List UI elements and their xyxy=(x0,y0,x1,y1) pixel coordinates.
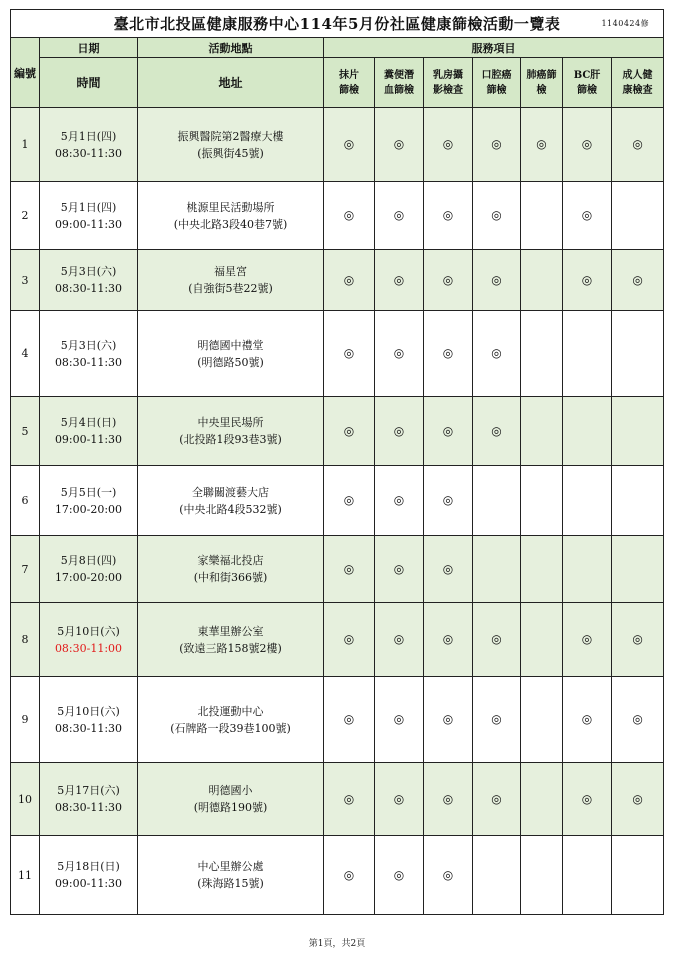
event-address: (致遠三路158號2樓) xyxy=(179,641,282,655)
event-place: 明德國小 xyxy=(208,784,253,797)
service-cell xyxy=(521,536,563,603)
date-time-cell xyxy=(40,397,138,466)
row-number: 7 xyxy=(11,536,40,603)
service-cell xyxy=(375,182,424,250)
service-available-mark: ◎ xyxy=(343,791,355,806)
service-cell xyxy=(424,466,473,536)
event-address: (中央北路3段40巷7號) xyxy=(173,217,288,231)
service-cell xyxy=(612,763,664,836)
event-date: 5月4日(日) xyxy=(60,416,117,429)
event-time: 09:00-11:30 xyxy=(54,217,123,231)
header-service-pap: 抹片 篩檢 xyxy=(324,58,375,108)
service-cell xyxy=(375,250,424,311)
service-available-mark: ◎ xyxy=(491,423,502,438)
row-number: 3 xyxy=(11,250,40,311)
service-cell xyxy=(563,763,612,836)
service-cell xyxy=(473,182,521,250)
event-date: 5月10日(六) xyxy=(57,704,120,718)
service-cell xyxy=(612,466,664,536)
service-cell xyxy=(324,603,375,677)
location-cell xyxy=(138,603,324,677)
header-address: 地址 xyxy=(138,58,324,108)
service-cell xyxy=(375,763,424,836)
service-cell xyxy=(521,466,563,536)
service-available-mark: ◎ xyxy=(491,272,502,287)
event-time: 08:30-11:30 xyxy=(54,146,123,160)
service-available-mark: ◎ xyxy=(343,867,355,882)
service-cell xyxy=(563,182,612,250)
service-cell xyxy=(375,108,424,182)
service-cell xyxy=(324,536,375,603)
date-time-cell xyxy=(40,311,138,397)
header-number: 編號 xyxy=(11,38,40,108)
service-available-mark: ◎ xyxy=(393,493,405,507)
event-time: 09:00-11:30 xyxy=(54,877,123,890)
service-cell xyxy=(521,603,563,677)
service-available-mark: ◎ xyxy=(393,423,405,438)
service-cell xyxy=(324,311,375,397)
service-cell xyxy=(563,536,612,603)
service-cell xyxy=(324,250,375,311)
event-address: (石牌路一段39巷100號) xyxy=(170,721,291,735)
service-available-mark: ◎ xyxy=(491,632,502,646)
row-number: 10 xyxy=(11,763,40,836)
row-number: 6 xyxy=(11,466,40,536)
event-time: 08:30-11:30 xyxy=(54,355,123,369)
date-time-cell xyxy=(40,677,138,763)
event-time: 08:30-11:00 xyxy=(54,641,123,655)
row-number: 1 xyxy=(11,108,40,182)
date-time-cell xyxy=(40,182,138,250)
service-cell xyxy=(521,250,563,311)
service-cell xyxy=(424,677,473,763)
table-row xyxy=(11,677,664,763)
service-available-mark: ◎ xyxy=(343,272,355,287)
service-cell xyxy=(375,466,424,536)
service-available-mark: ◎ xyxy=(442,346,454,360)
table-row xyxy=(11,311,664,397)
event-place: 家樂福北投店 xyxy=(197,554,264,567)
header-time: 時間 xyxy=(40,58,138,108)
service-cell xyxy=(473,536,521,603)
schedule-rows xyxy=(11,108,664,915)
service-cell xyxy=(473,397,521,466)
event-date: 5月17日(六) xyxy=(57,784,120,797)
service-cell xyxy=(324,836,375,915)
location-cell xyxy=(138,397,324,466)
table-title-cell xyxy=(11,10,664,38)
location-cell xyxy=(138,311,324,397)
service-available-mark: ◎ xyxy=(343,712,355,726)
service-cell xyxy=(521,763,563,836)
service-cell xyxy=(563,603,612,677)
service-available-mark: ◎ xyxy=(393,137,405,151)
date-time-cell xyxy=(40,250,138,311)
event-address: (明德路50號) xyxy=(197,355,264,369)
service-cell xyxy=(521,397,563,466)
service-available-mark: ◎ xyxy=(632,632,643,646)
event-address: (振興街45號) xyxy=(197,146,264,160)
service-cell xyxy=(324,108,375,182)
service-available-mark: ◎ xyxy=(581,791,593,806)
event-place: 福星宮 xyxy=(214,265,247,278)
service-cell xyxy=(424,108,473,182)
service-cell xyxy=(424,250,473,311)
version-note: 1140424修 xyxy=(601,19,650,28)
event-place: 中央里民場所 xyxy=(197,416,264,429)
service-available-mark: ◎ xyxy=(343,632,355,646)
service-available-mark: ◎ xyxy=(393,208,405,222)
event-address: (珠海路15號) xyxy=(197,877,264,890)
event-date: 5月1日(四) xyxy=(60,129,117,143)
service-available-mark: ◎ xyxy=(393,632,405,646)
service-cell xyxy=(424,763,473,836)
event-address: (北投路1段93巷3號) xyxy=(179,433,282,446)
service-available-mark: ◎ xyxy=(491,346,502,360)
service-available-mark: ◎ xyxy=(393,791,405,806)
service-cell xyxy=(563,677,612,763)
header-service-oral: 口腔癌 篩檢 xyxy=(473,58,521,108)
event-date: 5月3日(六) xyxy=(60,265,117,278)
table-row xyxy=(11,397,664,466)
header-service-adult-checkup: 成人健 康檢查 xyxy=(612,58,664,108)
service-available-mark: ◎ xyxy=(442,561,454,576)
service-cell xyxy=(424,536,473,603)
service-cell xyxy=(563,466,612,536)
event-time: 17:00-20:00 xyxy=(54,571,123,584)
service-available-mark: ◎ xyxy=(393,561,405,576)
table-row xyxy=(11,763,664,836)
service-cell xyxy=(375,677,424,763)
service-cell xyxy=(563,836,612,915)
table-row xyxy=(11,603,664,677)
service-available-mark: ◎ xyxy=(442,632,454,646)
service-available-mark: ◎ xyxy=(442,272,454,287)
service-available-mark: ◎ xyxy=(632,272,643,287)
service-cell xyxy=(375,397,424,466)
table-row xyxy=(11,182,664,250)
event-address: (中和街366號) xyxy=(193,571,268,584)
table-row xyxy=(11,466,664,536)
table-row xyxy=(11,836,664,915)
service-available-mark: ◎ xyxy=(536,137,547,151)
location-cell xyxy=(138,466,324,536)
page-footer: 第1頁，共2頁 xyxy=(308,939,366,949)
header-service-fobt: 糞便潛 血篩檢 xyxy=(375,58,424,108)
service-cell xyxy=(375,603,424,677)
service-available-mark: ◎ xyxy=(343,493,355,507)
location-cell xyxy=(138,182,324,250)
service-available-mark: ◎ xyxy=(393,867,405,882)
service-cell xyxy=(424,182,473,250)
service-cell xyxy=(473,836,521,915)
service-available-mark: ◎ xyxy=(491,791,502,806)
service-cell xyxy=(563,397,612,466)
service-available-mark: ◎ xyxy=(442,493,454,507)
header-date: 日期 xyxy=(40,38,138,58)
date-time-cell xyxy=(40,536,138,603)
service-available-mark: ◎ xyxy=(491,712,502,726)
service-cell xyxy=(612,108,664,182)
row-number: 8 xyxy=(11,603,40,677)
service-cell xyxy=(473,466,521,536)
service-available-mark: ◎ xyxy=(442,867,454,882)
service-cell xyxy=(424,311,473,397)
service-available-mark: ◎ xyxy=(442,423,454,438)
service-available-mark: ◎ xyxy=(491,137,502,151)
row-number: 4 xyxy=(11,311,40,397)
service-cell xyxy=(424,397,473,466)
service-cell xyxy=(375,311,424,397)
service-available-mark: ◎ xyxy=(393,712,405,726)
location-cell xyxy=(138,677,324,763)
row-number: 11 xyxy=(11,836,40,915)
event-place: 振興醫院第2醫療大樓 xyxy=(177,129,284,143)
header-service-hepatitis: BC肝 篩檢 xyxy=(563,58,612,108)
event-place: 明德國中禮堂 xyxy=(197,338,264,352)
event-time: 08:30-11:30 xyxy=(54,801,123,814)
row-number: 2 xyxy=(11,182,40,250)
service-cell xyxy=(324,397,375,466)
date-time-cell xyxy=(40,466,138,536)
service-available-mark: ◎ xyxy=(442,712,454,726)
service-cell xyxy=(612,182,664,250)
service-cell xyxy=(473,603,521,677)
service-available-mark: ◎ xyxy=(632,712,643,726)
row-number: 5 xyxy=(11,397,40,466)
location-cell xyxy=(138,250,324,311)
service-cell xyxy=(612,603,664,677)
service-available-mark: ◎ xyxy=(632,791,643,806)
service-cell xyxy=(473,108,521,182)
event-time: 17:00-20:00 xyxy=(54,502,123,516)
event-address: (自強街5巷22號) xyxy=(188,282,273,295)
location-cell xyxy=(138,836,324,915)
event-place: 北投運動中心 xyxy=(197,704,264,718)
service-cell xyxy=(324,466,375,536)
screening-schedule-table xyxy=(10,9,664,915)
service-available-mark: ◎ xyxy=(581,208,593,222)
location-cell xyxy=(138,108,324,182)
event-time: 08:30-11:30 xyxy=(54,282,123,295)
service-available-mark: ◎ xyxy=(343,423,355,438)
service-available-mark: ◎ xyxy=(343,208,355,222)
date-time-cell xyxy=(40,836,138,915)
service-available-mark: ◎ xyxy=(491,208,502,222)
event-place: 東華里辦公室 xyxy=(197,624,264,638)
header-services: 服務項目 xyxy=(324,38,664,58)
service-available-mark: ◎ xyxy=(442,208,454,222)
service-cell xyxy=(424,603,473,677)
service-available-mark: ◎ xyxy=(343,561,355,576)
table-row xyxy=(11,108,664,182)
service-cell xyxy=(612,397,664,466)
service-available-mark: ◎ xyxy=(581,632,593,646)
date-time-cell xyxy=(40,108,138,182)
event-address: (明德路190號) xyxy=(193,801,268,814)
service-cell xyxy=(612,311,664,397)
event-date: 5月10日(六) xyxy=(57,624,120,638)
service-available-mark: ◎ xyxy=(581,712,593,726)
service-cell xyxy=(521,108,563,182)
location-cell xyxy=(138,536,324,603)
header-service-lung: 肺癌篩 檢 xyxy=(521,58,563,108)
event-date: 5月3日(六) xyxy=(60,338,117,352)
service-cell xyxy=(563,108,612,182)
service-cell xyxy=(563,250,612,311)
service-cell xyxy=(473,311,521,397)
service-cell xyxy=(324,763,375,836)
event-address: (中央北路4段532號) xyxy=(179,502,282,516)
date-time-cell xyxy=(40,763,138,836)
service-cell xyxy=(612,536,664,603)
service-available-mark: ◎ xyxy=(343,346,355,360)
service-available-mark: ◎ xyxy=(442,137,454,151)
header-service-mammogram: 乳房攝 影檢查 xyxy=(424,58,473,108)
date-time-cell xyxy=(40,603,138,677)
service-cell xyxy=(521,182,563,250)
service-cell xyxy=(612,677,664,763)
event-date: 5月1日(四) xyxy=(60,200,117,214)
header-location: 活動地點 xyxy=(138,38,324,58)
location-cell xyxy=(138,763,324,836)
event-time: 09:00-11:30 xyxy=(54,433,123,446)
service-cell xyxy=(375,536,424,603)
event-date: 5月8日(四) xyxy=(60,554,117,567)
service-cell xyxy=(375,836,424,915)
service-cell xyxy=(563,311,612,397)
event-place: 全聯關渡藝大店 xyxy=(192,485,269,499)
document-title: 臺北市北投區健康服務中心114年5月份社區健康篩檢活動一覽表 xyxy=(113,15,561,33)
service-available-mark: ◎ xyxy=(581,272,593,287)
service-available-mark: ◎ xyxy=(393,272,405,287)
service-available-mark: ◎ xyxy=(581,137,593,151)
table-row xyxy=(11,250,664,311)
event-time: 08:30-11:30 xyxy=(54,721,123,735)
service-cell xyxy=(521,311,563,397)
service-cell xyxy=(612,250,664,311)
event-date: 5月5日(一) xyxy=(60,485,117,499)
service-available-mark: ◎ xyxy=(442,791,454,806)
service-cell xyxy=(612,836,664,915)
event-place: 桃源里民活動場所 xyxy=(186,200,275,214)
service-cell xyxy=(521,677,563,763)
service-cell xyxy=(324,677,375,763)
service-cell xyxy=(521,836,563,915)
table-row xyxy=(11,536,664,603)
service-available-mark: ◎ xyxy=(393,346,405,360)
event-place: 中心里辦公處 xyxy=(197,860,264,873)
service-available-mark: ◎ xyxy=(343,137,355,151)
service-cell xyxy=(473,677,521,763)
row-number: 9 xyxy=(11,677,40,763)
service-cell xyxy=(473,250,521,311)
service-cell xyxy=(473,763,521,836)
event-date: 5月18日(日) xyxy=(57,860,120,873)
service-cell xyxy=(424,836,473,915)
service-available-mark: ◎ xyxy=(632,137,643,151)
service-cell xyxy=(324,182,375,250)
